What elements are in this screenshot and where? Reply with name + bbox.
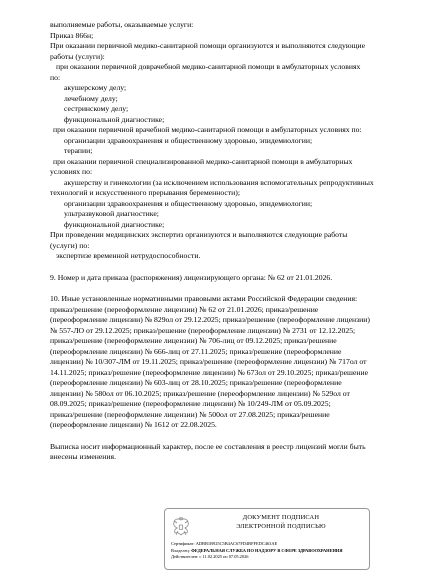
document-line: При оказании первичной медико-санитарной помощи организуются и выполняются следующие (50, 41, 366, 50)
document-line: (переоформление лицензии) № 1612 от 22.08.2025. (50, 420, 217, 429)
stamp-certificate (171, 541, 365, 548)
paragraph-gap (50, 262, 404, 273)
document-line: № 557-ЛО от 29.12.2025; приказ/решение (переоформление лицензии) № 2731 от 12.12.2025; (50, 325, 356, 335)
document-line: лицензии) № 580ол от 06.10.2025; приказ/решение (переоформление лицензии) № 529ол от (50, 388, 350, 398)
document-line: 14.11.2025; приказ/решение (переоформление лицензии) № 673ол от 29.10.2025; приказ/решение (50, 367, 369, 377)
document-line: функциональной диагностике; (64, 219, 165, 229)
document-line: приказ/решение (переоформление лицензии) № 62 от 21.01.2026; приказ/решение (50, 304, 319, 314)
electronic-signature-stamp (164, 508, 370, 570)
document-line: сестринскому делу; (64, 104, 129, 113)
document-line: При проведении медицинских экспертиз организуются и выполняются следующие работы (50, 230, 348, 239)
stamp-title (199, 514, 363, 531)
stamp-title-line1: ДОКУМЕНТ ПОДПИСАН (242, 514, 320, 521)
document-line: организации здравоохранения и общественному здоровью, эпидемиологии; (64, 135, 313, 145)
document-line: (переоформление лицензии) № 666-лиц от 27.11.2025; приказ/решение (переоформление (50, 346, 342, 356)
document-line: (услуги) по: (50, 240, 90, 250)
document-line: экспертизе временной нетрудоспособности. (56, 251, 201, 260)
eagle-emblem-icon (170, 516, 192, 538)
document-line: акушерскому делу; (64, 83, 127, 92)
document-line: 10. Иные установленные нормативными правовыми актами Российской Федерации сведения: (50, 294, 358, 303)
certificate-label: Сертификат: (171, 541, 195, 546)
document-line: при оказании первичной доврачебной медико-санитарной помощи в амбулаторных условиях (56, 62, 361, 71)
paragraph-gap (50, 431, 404, 442)
paragraph-gap (50, 283, 404, 294)
document-line: Выписка носит информационный характер, после ее составления в реестр лицензий могли быть (50, 441, 366, 451)
document-body (50, 20, 404, 463)
document-line: по: (50, 72, 61, 82)
stamp-info (171, 541, 365, 561)
document-line: функциональной диагностике; (64, 114, 165, 124)
document-line: лечебному делу; (64, 93, 118, 103)
document-line: технологий и искусственного прерывания беременности); (50, 188, 240, 197)
document-line: приказ/решение (переоформление лицензии) № 706-лиц от 09.12.2025; приказ/решение (50, 336, 337, 345)
document-line: 08.09.2025; приказ/решение (переоформление лицензии) № 10/249-ЛМ от 05.09.2025; (50, 399, 331, 408)
document-line: (переоформление лицензии) № 829ол от 29.12.2025; приказ/решение (переоформление лицензии) (50, 315, 370, 324)
document-line: организации здравоохранения и общественному здоровью, эпидемиологии; (64, 198, 313, 208)
validity-value: с 11.02.2025 по 07.05.2026 (199, 554, 249, 560)
document-line: при оказании первичной врачебной медико-санитарной помощи в амбулаторных условиях по: (53, 125, 362, 134)
owner-value: ФЕДЕРАЛЬНАЯ СЛУЖБА ПО НАДЗОРУ В СФЕРЕ ЗДРАВООХРАНЕНИЯ (191, 547, 343, 553)
validity-label: Действителен: (171, 554, 199, 560)
document-line: выполняемые работы, оказываемые услуги: (50, 20, 194, 29)
stamp-owner (171, 548, 365, 555)
document-line: при оказании первичной специализированной медико-санитарной помощи в амбулаторных (53, 156, 353, 166)
document-line: (переоформление лицензии) № 603-лиц от 28.10.2025; приказ/решение (переоформление (50, 378, 342, 387)
document-line: акушерству и гинекологии (за исключением использования вспомогательных репродуктивных (64, 177, 374, 187)
document-line: терапии; (64, 146, 93, 155)
document-line: внесены изменения. (50, 452, 116, 461)
stamp-validity (171, 554, 365, 561)
owner-label: Владелец: (171, 547, 190, 553)
document-line: ультразвуковой диагностике; (64, 209, 159, 218)
certificate-value: ADBB1B925C5B4AC67FD4BFFEDC463AE (195, 541, 278, 546)
document-line: 9. Номер и дата приказа (распоряжения) лицензирующего органа: № 62 от 21.01.2026. (50, 272, 333, 282)
document-line: работы (услуги): (50, 51, 105, 61)
stamp-title-line2: ЭЛЕКТРОННОЙ ПОДПИСЬЮ (236, 522, 326, 530)
document-line: Приказ 866н; (50, 30, 94, 40)
document-line: лицензии) № 10/307-ЛМ от 19.11.2025; приказ/решение (переоформление лицензии) № 717ол от (50, 357, 367, 366)
document-line: условиях по: (50, 167, 93, 176)
document-line: приказ/решение (переоформление лицензии) № 500ол от 27.08.2025; приказ/решение (50, 409, 330, 419)
